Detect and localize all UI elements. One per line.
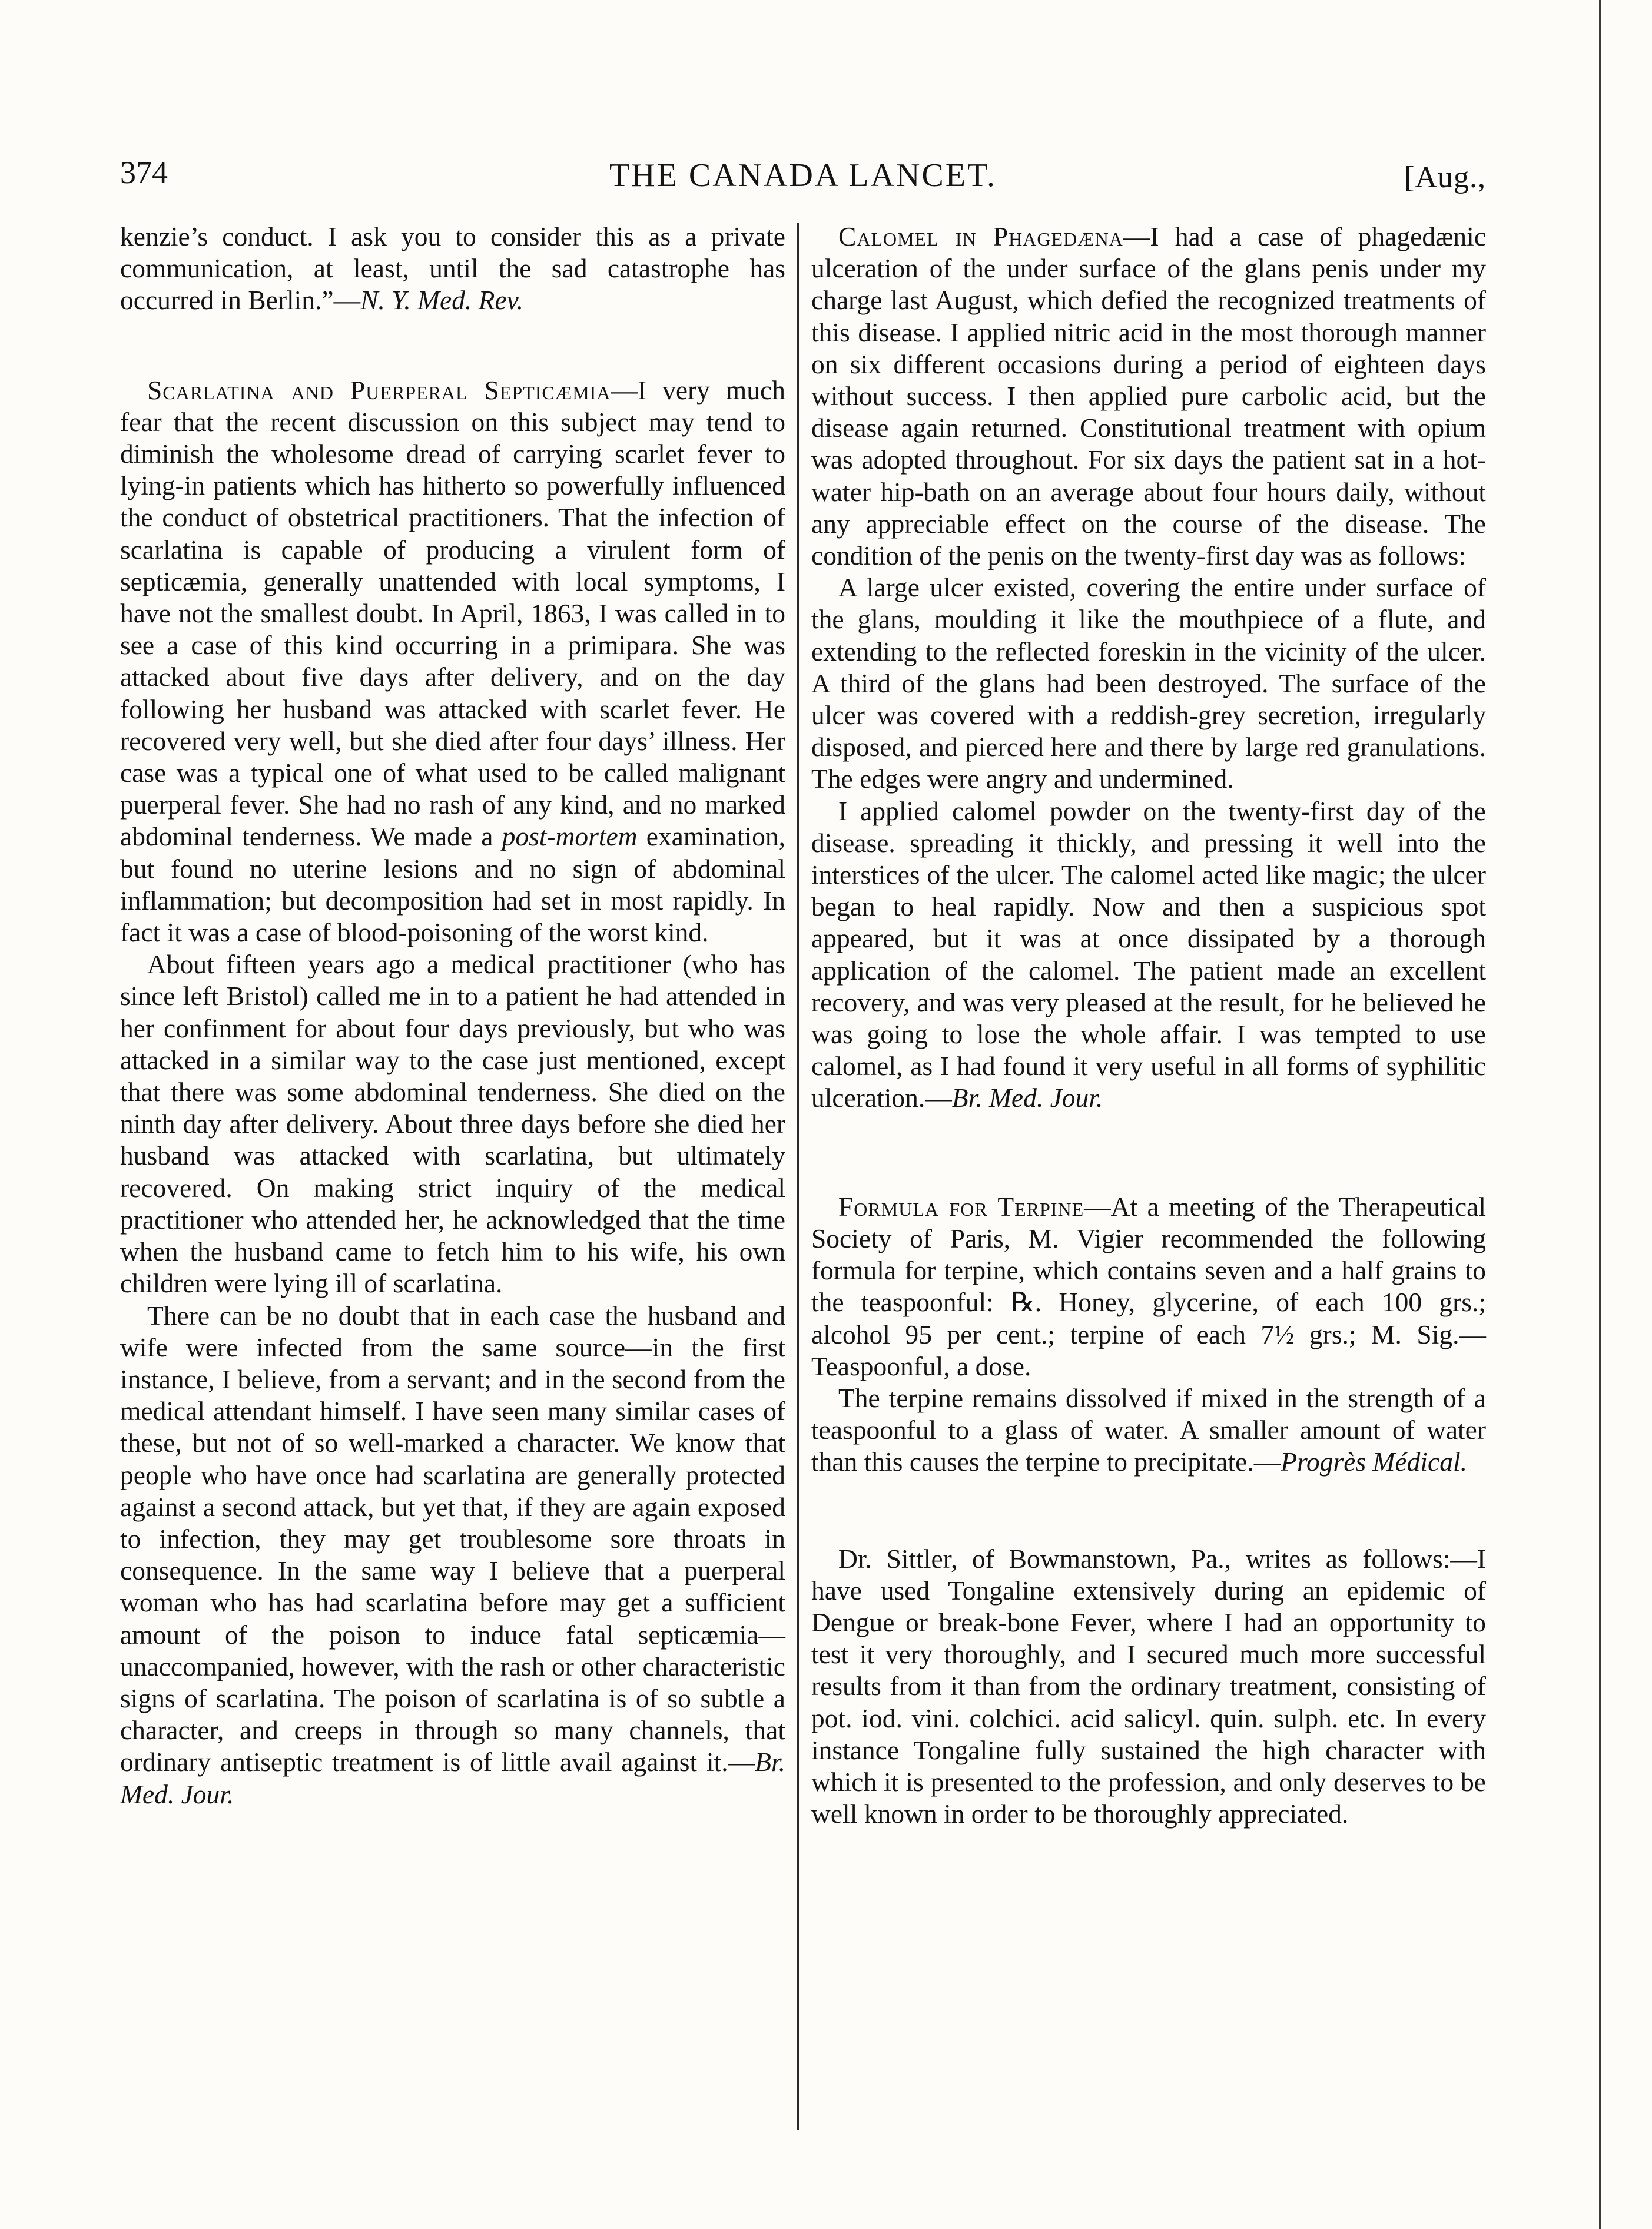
source-citation: Br. Med. Jour. (951, 1083, 1103, 1113)
page-number: 374 (120, 155, 168, 190)
article-title: Formula for Terpine (838, 1191, 1084, 1222)
column-divider (797, 223, 799, 2130)
page-edge-line (1599, 0, 1601, 2229)
right-column (811, 221, 1486, 1830)
article-paragraph: The terpine remains dissolved if mixed in the strength of a teaspoonful to a glass of water. A smaller amount of water than this causes the terpine to precipitate.—Progrès Médical. (811, 1382, 1486, 1477)
article-paragraph: Formula for Terpine—At a meeting of the Therapeutical Society of Paris, M. Vigier recommended the following formula for terpine, which contains seven and a half grains to the teaspoonful: ℞. Honey, glycerine, of each 100 grs.; alcohol 95 per cent.; terpine of each 7½ grs.; M. Sig.—Teaspoonful, a dose. (811, 1191, 1486, 1381)
spacer (811, 1478, 1486, 1543)
article-paragraph: A large ulcer existed, covering the entire under surface of the glans, moulding it like the mouthpiece of a flute, and extending to the reflected foreskin in the vicinity of the ulcer. A third of the glans had been destroyed. The surface of the ulcer was covered with a reddish-grey secretion, irregularly disposed, and pierced here and there by large red granulations. The edges were angry and undermined. (811, 572, 1486, 794)
article-paragraph: There can be no doubt that in each case the husband and wife were infected from the same source—in the first instance, I believe, from a servant; and in the second from the medical attendant himself. I have seen many similar cases of these, but not of so well-marked a character. We know that people who have once had scarlatina are generally protected against a second attack, but yet that, if they are again exposed to infection, they may get troublesome sore throats in consequence. In the same way I believe that a puerperal woman who has had scarlatina before may get a sufficient amount of the poison to induce fatal septicæmia—unaccompanied, however, with the rash or other characteristic signs of scarlatina. The poison of scarlatina is of so subtle a character, and creeps in through so many channels, that ordinary antiseptic treatment is of little avail against it.—Br. Med. Jour. (120, 1300, 785, 1809)
article-paragraph: I applied calomel powder on the twenty-first day of the disease. spreading it thickly, and pressing it well into the interstices of the ulcer. The calomel acted like magic; the ulcer began to heal rapidly. Now and then a suspicious spot appeared, but it was at once dissipated by a thorough application of the calomel. The patient made an excellent recovery, and was very pleased at the result, for he believed he was going to lose the whole affair. I was tempted to use calomel, as I had found it very useful in all forms of syphilitic ulceration.—Br. Med. Jour. (811, 795, 1486, 1113)
article-title: Scarlatina and Puerperal Septicæmia (147, 374, 611, 405)
journal-title: THE CANADA LANCET. (609, 157, 997, 194)
article-paragraph: About fifteen years ago a medical practitioner (who has since left Bristol) called me in to a patient he had attended in her confinment for about four days previously, but who was attacked in a similar way to the case just mentioned, except that there was some abdominal tenderness. She died on the ninth day after delivery. About three days before she died her husband was attacked with scarlatina, but ultimately recovered. On making strict inquiry of the medical practitioner who attended her, he acknowledged that the time when the husband came to fetch him to his wife, his own children were lying ill of scarlatina. (120, 949, 785, 1299)
article-paragraph: Scarlatina and Puerperal Septicæmia—I very much fear that the recent discussion on this subject may tend to diminish the wholesome dread of carrying scarlet fever to lying-in patients which has hitherto so powerfully influenced the conduct of obstetrical practitioners. That the infection of scarlatina is capable of producing a virulent form of septicæmia, generally unattended with local symptoms, I have not the smallest doubt. In April, 1863, I was called in to see a case of this kind occurring in a primipara. She was attacked about five days after delivery, and on the day following her husband was attacked with scarlet fever. He recovered very well, but she died after four days’ illness. Her case was a typical one of what used to be called malignant puerperal fever. She had no rash of any kind, and no marked abdominal tenderness. We made a post-mortem examination, but found no uterine lesions and no sign of abdominal inflammation; but decomposition had set in most rapidly. In fact it was a case of blood-poisoning of the worst kind. (120, 374, 785, 948)
source-citation: Br. Med. Jour. (120, 1747, 785, 1809)
article-paragraph: Calomel in Phagedæna—I had a case of phagedænic ulceration of the under surface of the glans penis under my charge last August, which defied the recognized treatments of this disease. I applied nitric acid in the most thorough manner on six different occasions during a period of eighteen days without success. I then applied pure carbolic acid, but the disease again returned. Constitutional treatment with opium was adopted throughout. For six days the patient sat in a hot-water hip-bath on an average about four hours daily, without any appreciable effect on the course of the disease. The condition of the penis on the twenty-first day was as follows: (811, 221, 1487, 571)
article-paragraph: Dr. Sittler, of Bowmanstown, Pa., writes as follows:—I have used Tongaline extensively during an epidemic of Dengue or break-bone Fever, where I had an opportunity to test it very thoroughly, and I secured much more successful results from it than from the ordinary treatment, consisting of pot. iod. vini. colchici. acid salicyl. quin. sulph. etc. In every instance Tongaline fully sustained the high character with which it is presented to the profession, and only deserves to be well known in order to be thoroughly appreciated. (811, 1543, 1486, 1829)
spacer (120, 317, 785, 374)
spacer (811, 1114, 1486, 1191)
article-title: Calomel in Phagedæna (838, 221, 1123, 251)
source-citation: N. Y. Med. Rev. (360, 285, 523, 316)
page-header (120, 154, 1486, 201)
issue-month: [Aug., (1404, 161, 1486, 194)
continuation-paragraph: kenzie’s conduct. I ask you to consider this as a private communication, at least, until the sad catastrophe has occurred in Berlin.”—N. Y. Med. Rev. (120, 221, 785, 316)
source-citation: Progrès Médical. (1281, 1447, 1467, 1477)
left-column (120, 221, 785, 1810)
